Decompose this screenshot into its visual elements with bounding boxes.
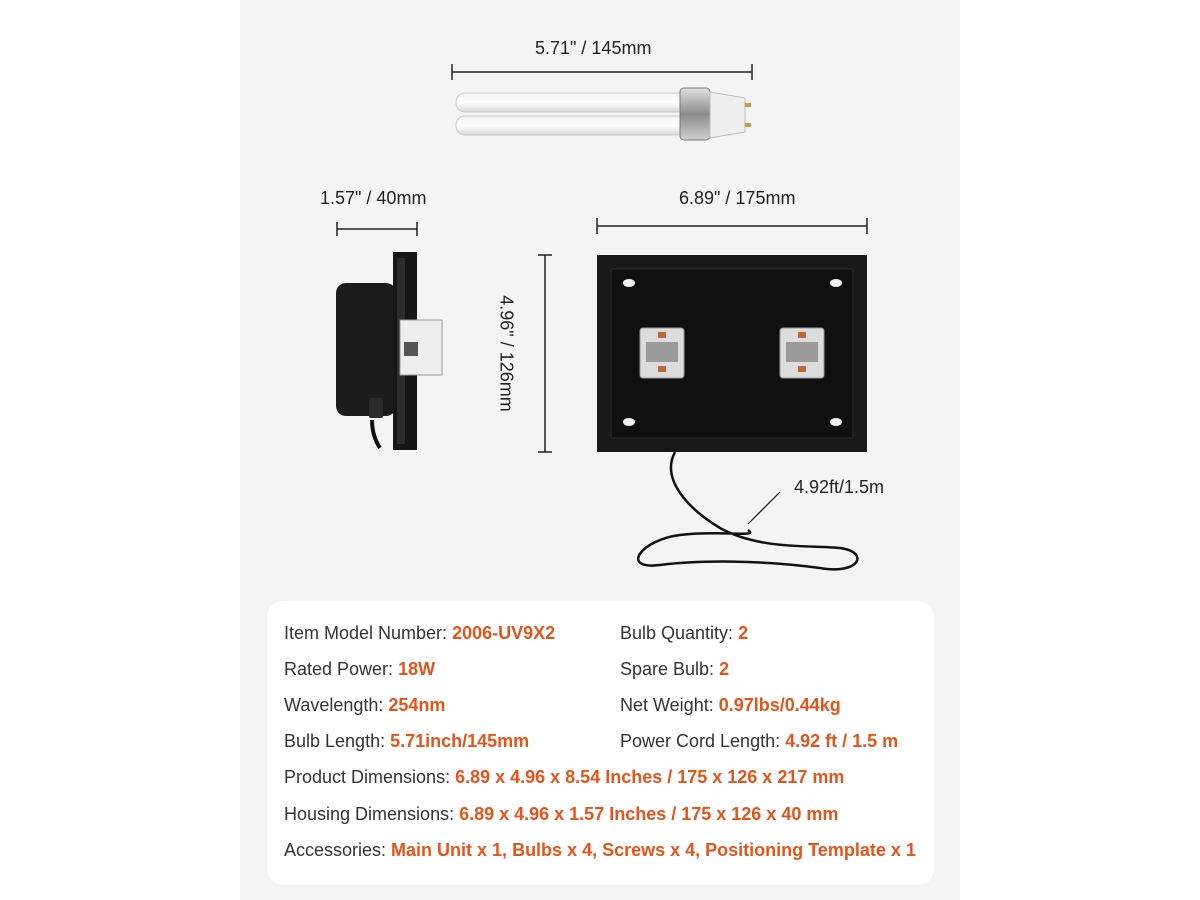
uv-bulb [456, 88, 751, 140]
bulb-length-label: 5.71" / 145mm [535, 38, 652, 58]
spec-bulb-length-label: Bulb Length: [284, 731, 391, 751]
spec-cord [620, 731, 898, 752]
spec-housing-dims-value: 6.89 x 4.96 x 1.57 Inches / 175 x 126 x 40 mm [459, 804, 839, 824]
spec-bulb-length-value: 5.71inch/145mm [390, 731, 530, 751]
height-dimension-line [538, 255, 552, 452]
spec-product-dims-value: 6.89 x 4.96 x 8.54 Inches / 175 x 126 x 217 mm [455, 767, 845, 787]
bulb-socket-left [640, 328, 684, 378]
spec-weight [620, 695, 841, 716]
height-label: 4.96" / 126mm [496, 295, 517, 412]
spec-power [284, 659, 435, 680]
depth-dimension-line [337, 222, 417, 236]
spec-spare [620, 659, 729, 680]
spec-accessories [284, 840, 916, 861]
spec-weight-label: Net Weight: [620, 695, 719, 715]
spec-accessories-value: Main Unit x 1, Bulbs x 4, Screws x 4, Positioning Template x 1 [391, 840, 916, 860]
cord-length-label: 4.92ft/1.5m [794, 477, 885, 497]
spec-power-value: 18W [398, 659, 436, 679]
spec-cord-value: 4.92 ft / 1.5 m [785, 731, 899, 751]
spec-model-label: Item Model Number: [284, 623, 453, 643]
width-dimension-line [597, 218, 867, 234]
spec-wavelength [284, 695, 445, 716]
spec-product-dims [284, 767, 844, 788]
width-label: 6.89" / 175mm [679, 188, 796, 208]
power-cord [638, 452, 857, 569]
spec-bulb-qty-value: 2 [738, 623, 749, 643]
spec-accessories-label: Accessories: [284, 840, 392, 860]
spec-model-value: 2006-UV9X2 [452, 623, 556, 643]
spec-bulb-qty [620, 623, 748, 644]
spec-bulb-qty-label: Bulb Quantity: [620, 623, 739, 643]
depth-label: 1.57" / 40mm [320, 188, 427, 208]
spec-weight-value: 0.97lbs/0.44kg [718, 695, 841, 715]
unit-side-view [336, 252, 442, 450]
spec-wavelength-value: 254nm [388, 695, 446, 715]
spec-housing-dims [284, 804, 838, 825]
spec-wavelength-label: Wavelength: [284, 695, 389, 715]
bulb-socket-right [780, 328, 824, 378]
spec-spare-value: 2 [719, 659, 730, 679]
unit-front-view [597, 255, 867, 452]
spec-product-dims-label: Product Dimensions: [284, 767, 456, 787]
spec-bulb-length [284, 731, 529, 752]
spec-housing-dims-label: Housing Dimensions: [284, 804, 460, 824]
spec-model [284, 623, 555, 644]
bulb-dimension-line [452, 64, 752, 80]
spec-power-label: Rated Power: [284, 659, 399, 679]
spec-spare-label: Spare Bulb: [620, 659, 720, 679]
spec-cord-label: Power Cord Length: [620, 731, 786, 751]
